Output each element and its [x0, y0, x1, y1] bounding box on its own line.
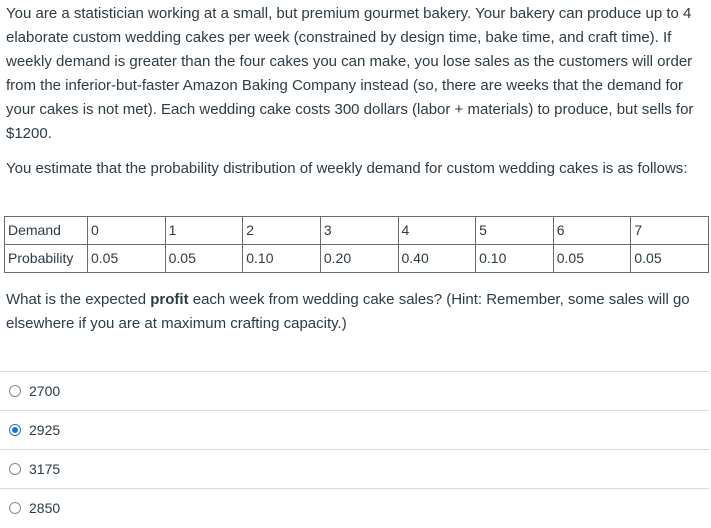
- probability-row-label: Probability: [5, 245, 88, 273]
- answer-options: [0, 371, 709, 527]
- demand-cell: 4: [398, 217, 476, 245]
- probability-cell: 0.10: [476, 245, 554, 273]
- demand-cell: 2: [243, 217, 321, 245]
- demand-cell: 5: [476, 217, 554, 245]
- probability-cell: 0.05: [165, 245, 243, 273]
- prompt-text-before: What is the expected: [6, 291, 151, 308]
- radio-button[interactable]: [9, 502, 21, 514]
- demand-row: [5, 217, 709, 245]
- demand-cell: 1: [165, 217, 243, 245]
- radio-button[interactable]: [9, 463, 21, 475]
- prompt-text-bold: profit: [150, 291, 189, 308]
- demand-cell: 3: [320, 217, 398, 245]
- probability-row: [5, 245, 709, 273]
- prompt-text-after: each week from wedding cake sales? (Hint: Remember, some sales will go elsewhere if you are at maximum crafting capacity.): [6, 291, 690, 332]
- demand-row-label: Demand: [5, 217, 88, 245]
- demand-cell: 6: [553, 217, 631, 245]
- answer-option[interactable]: [0, 449, 709, 488]
- demand-cell: 0: [88, 217, 166, 245]
- answer-label: 2850: [29, 500, 61, 516]
- answer-label: 2700: [29, 383, 61, 399]
- question-prompt: [6, 288, 706, 336]
- question-intro: You are a statistician working at a small, but premium gourmet bakery. Your bakery can produce up to 4 elaborate custom wedding cakes per week (constrained by design time, bake time, and craft time). If weekly demand is greater than the four cakes you can make, you lose sales as the customers will order from the inferior-but-faster Amazon Baking Company instead (so, there are weeks that the demand for your cakes is not met). Each wedding cake costs 300 dollars (labor + materials) to produce, but sells for $1200.: [6, 5, 694, 142]
- radio-button-selected[interactable]: [9, 424, 21, 436]
- probability-cell: 0.10: [243, 245, 321, 273]
- probability-cell: 0.05: [631, 245, 709, 273]
- demand-cell: 7: [631, 217, 709, 245]
- probability-cell: 0.20: [320, 245, 398, 273]
- probability-cell: 0.05: [553, 245, 631, 273]
- answer-label: 3175: [29, 461, 61, 477]
- demand-probability-table: [4, 216, 709, 273]
- radio-button[interactable]: [9, 385, 21, 397]
- answer-option[interactable]: [0, 410, 709, 449]
- probability-cell: 0.40: [398, 245, 476, 273]
- answer-label: 2925: [29, 422, 61, 438]
- answer-option[interactable]: [0, 371, 709, 410]
- probability-cell: 0.05: [88, 245, 166, 273]
- answer-option[interactable]: [0, 488, 709, 527]
- distribution-intro: You estimate that the probability distribution of weekly demand for custom wedding cakes is as follows:: [6, 160, 688, 177]
